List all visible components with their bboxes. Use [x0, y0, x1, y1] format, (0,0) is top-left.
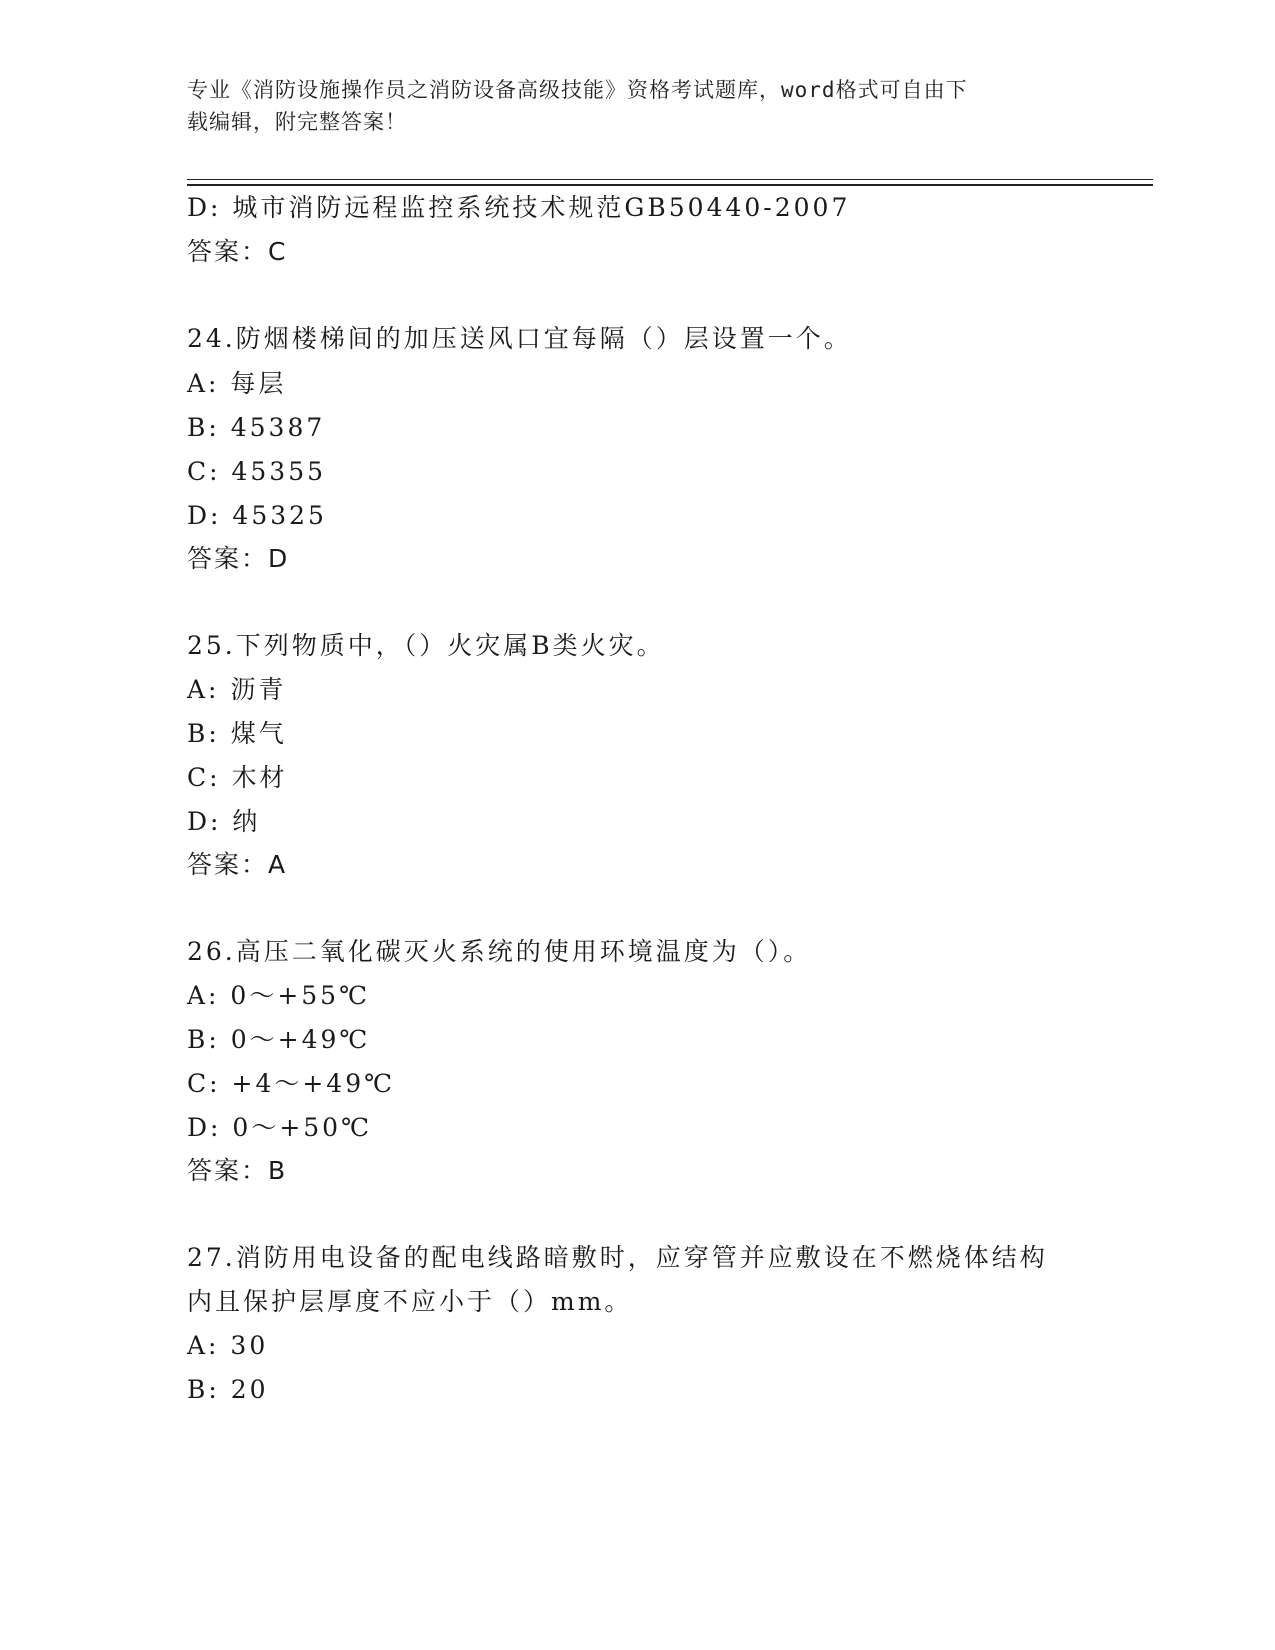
question-24-option-d: D: 45325 [187, 501, 327, 530]
header-line-1: 专业《消防设施操作员之消防设备高级技能》资格考试题库，word格式可自由下 [187, 78, 968, 102]
question-25-option-a: A: 沥青 [187, 675, 287, 704]
prev-question-option-d: D: 城市消防远程监控系统技术规范GB50440-2007 [187, 193, 851, 222]
question-24-answer: 答案：D [187, 544, 290, 573]
question-26-option-c: C: +4～+49℃ [187, 1069, 396, 1098]
question-25-option-d: D: 纳 [187, 807, 261, 836]
question-27-option-b: B: 20 [187, 1375, 269, 1404]
question-24-option-b: B: 45387 [187, 413, 326, 442]
question-25-answer: 答案：A [187, 850, 288, 879]
header-rule-thick [187, 184, 1153, 186]
question-26-option-a: A: 0～+55℃ [187, 981, 371, 1010]
header-rule-thin [187, 179, 1153, 180]
question-26-option-b: B: 0～+49℃ [187, 1025, 371, 1054]
question-24-option-c: C: 45355 [187, 457, 327, 486]
question-25-stem: 25.下列物质中，（）火灾属B类火灾。 [187, 631, 665, 660]
prev-question-answer: 答案：C [187, 237, 288, 266]
question-27-option-a: A: 30 [187, 1331, 269, 1360]
question-26-stem: 26.高压二氧化碳灭火系统的使用环境温度为（）。 [187, 937, 812, 966]
question-24-option-a: A: 每层 [187, 369, 287, 398]
question-25-option-b: B: 煤气 [187, 719, 287, 748]
question-26-option-d: D: 0～+50℃ [187, 1113, 373, 1142]
header-line-2: 载编辑，附完整答案！ [187, 110, 407, 134]
document-header [187, 74, 1067, 138]
question-24-stem: 24.防烟楼梯间的加压送风口宜每隔（）层设置一个。 [187, 324, 852, 353]
question-27-stem-line-1: 27.消防用电设备的配电线路暗敷时，应穿管并应敷设在不燃烧体结构 [187, 1243, 1048, 1272]
question-26-answer: 答案：B [187, 1156, 288, 1185]
question-25-option-c: C: 木材 [187, 763, 288, 792]
question-27-stem-line-2: 内且保护层厚度不应小于（）mm。 [187, 1287, 633, 1316]
